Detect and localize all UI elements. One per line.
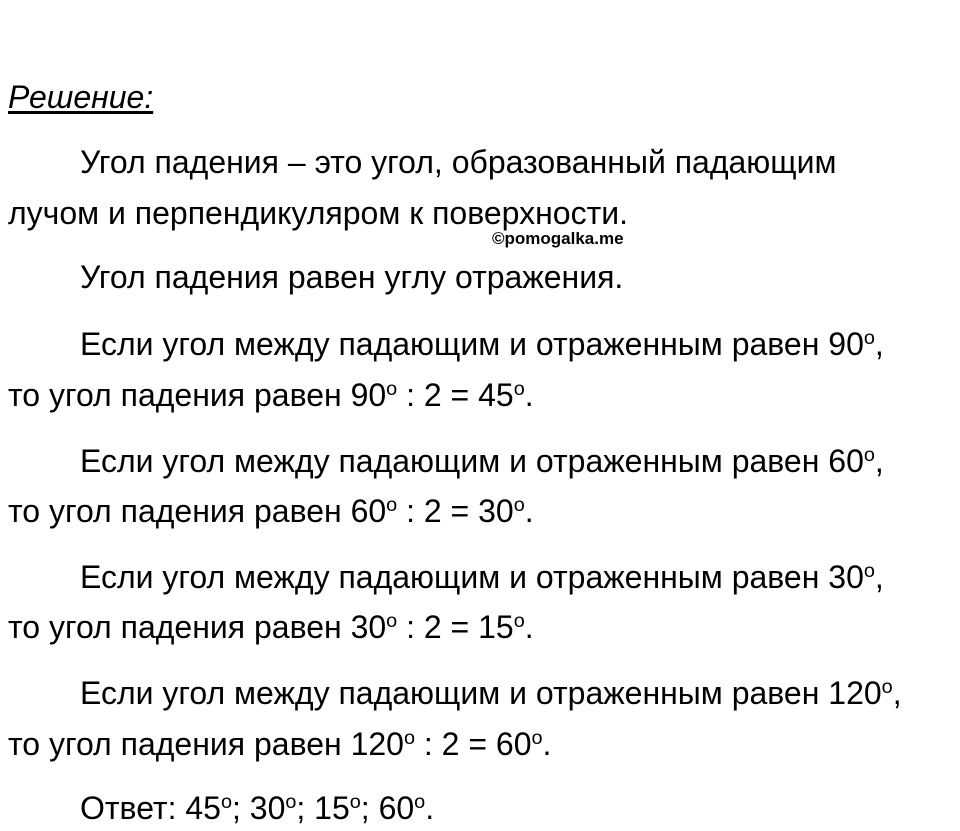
answer-value-3: ; 15 — [296, 790, 350, 826]
case-4-period: . — [542, 726, 552, 762]
case-2-result-calc: : 2 = 30 — [397, 493, 514, 529]
case-1-result-prefix: то угол падения равен 90 — [8, 377, 387, 413]
case-1-comma: , — [874, 326, 884, 362]
answer-label: Ответ: 45 — [80, 790, 221, 826]
definition-line-2: лучом и перпендикуляром к поверхности. — [8, 195, 628, 231]
case-2-line-1 — [80, 441, 884, 481]
answer-line — [80, 788, 434, 828]
degree-mark: о — [414, 791, 426, 814]
degree-mark: о — [403, 727, 415, 750]
case-2-condition-text: Если угол между падающим и отраженным равен 60 — [80, 443, 864, 479]
law-of-reflection-line: Угол падения равен углу отражения. — [80, 259, 624, 295]
degree-mark: о — [386, 610, 398, 633]
degree-mark: о — [513, 494, 525, 517]
answer-value-4: ; 60 — [360, 790, 415, 826]
case-4-result-calc: : 2 = 60 — [414, 726, 532, 762]
case-4-condition-text: Если угол между падающим и отраженным равен 120 — [80, 675, 882, 711]
degree-mark: о — [386, 494, 398, 517]
degree-mark: о — [863, 327, 875, 350]
case-2-result-prefix: то угол падения равен 60 — [8, 493, 387, 529]
degree-mark: о — [531, 727, 543, 750]
case-4-line-1 — [80, 673, 902, 713]
answer-value-2: ; 30 — [231, 790, 286, 826]
case-4-line-2 — [8, 724, 551, 764]
degree-mark: о — [863, 560, 875, 583]
case-2-comma: , — [874, 443, 884, 479]
degree-mark: о — [513, 610, 525, 633]
degree-mark: о — [513, 378, 525, 401]
degree-mark: о — [881, 676, 893, 699]
degree-mark: о — [863, 444, 875, 467]
degree-mark: о — [220, 791, 232, 814]
case-3-comma: , — [874, 559, 884, 595]
watermark: ©pomogalka.me — [492, 229, 624, 248]
case-1-result-calc: : 2 = 45 — [397, 377, 514, 413]
case-2-line-2 — [8, 491, 534, 531]
degree-mark: о — [285, 791, 297, 814]
degree-mark: о — [386, 378, 398, 401]
case-4-comma: , — [892, 675, 902, 711]
case-1-line-2 — [8, 375, 534, 415]
case-1-condition-text: Если угол между падающим и отраженным равен 90 — [80, 326, 864, 362]
case-2-period: . — [524, 493, 534, 529]
case-3-period: . — [524, 609, 534, 645]
answer-period: . — [425, 790, 435, 826]
case-3-condition-text: Если угол между падающим и отраженным равен 30 — [80, 559, 864, 595]
solution-heading: Решение: — [8, 79, 154, 115]
case-4-result-prefix: то угол падения равен 120 — [8, 726, 404, 762]
definition-line-1: Угол падения – это угол, образованный падающим — [80, 144, 837, 180]
case-1-line-1 — [80, 324, 884, 364]
degree-mark: о — [349, 791, 361, 814]
case-3-line-2 — [8, 607, 534, 647]
case-3-line-1 — [80, 557, 884, 597]
case-1-period: . — [524, 377, 534, 413]
case-3-result-prefix: то угол падения равен 30 — [8, 609, 387, 645]
case-3-result-calc: : 2 = 15 — [397, 609, 514, 645]
